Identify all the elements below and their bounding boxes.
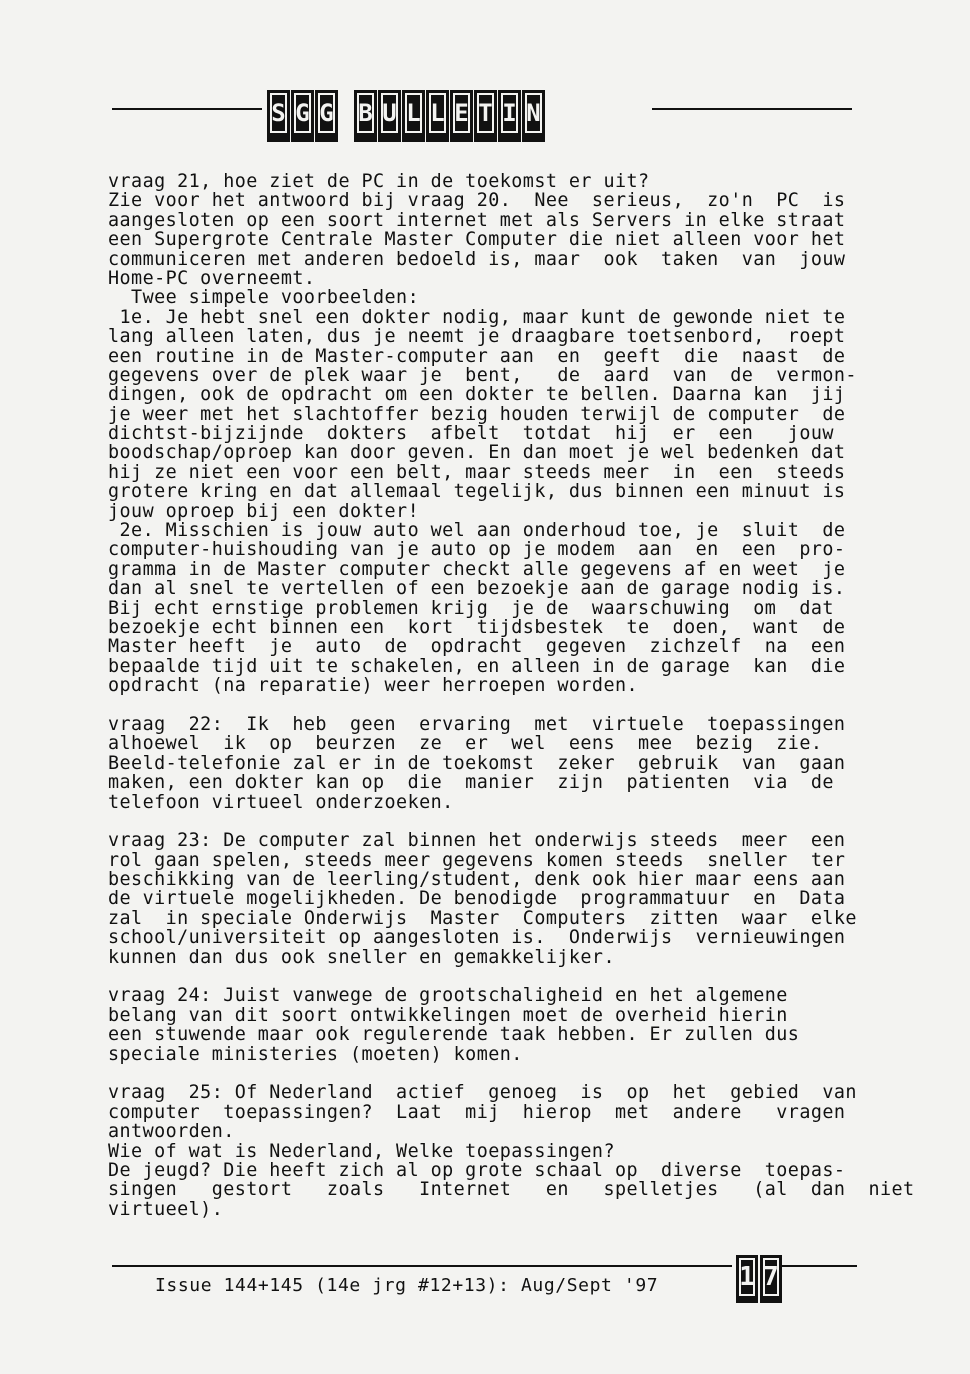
text-line: maken, een dokter kan op die manier zijn patienten via de (108, 772, 834, 794)
text-line: rol gaan spelen, steeds meer gegevens komen steeds sneller ter (108, 849, 846, 871)
text-line: telefoon virtueel onderzoeken. (108, 791, 454, 813)
masthead-letter: L (402, 90, 425, 142)
paragraph-gap (108, 1064, 856, 1083)
article-body (108, 171, 915, 1220)
text-line: Zie voor het antwoord bij vraag 20. Nee serieus, zo'n PC is (108, 190, 846, 212)
masthead-letter: G (291, 90, 314, 142)
text-line: De jeugd? Die heeft zich al op grote schaal op diverse toepas- (108, 1159, 846, 1181)
text-line: Twee simpele voorbeelden: (108, 287, 420, 309)
text-line: gramma in de Master computer checkt alle gegevens af en weet je (108, 558, 846, 580)
text-line: computer toepassingen? Laat mij hierop met andere vragen (108, 1101, 846, 1123)
masthead-letter: I (498, 90, 521, 142)
text-line: virtueel). (108, 1198, 224, 1220)
masthead-word-bulletin (354, 90, 545, 142)
text-line: lang alleen laten, dus je neemt je draagbare toetsenbord, roept (108, 326, 846, 348)
paragraph-gap (108, 967, 856, 986)
page-number-digit: 1 (736, 1255, 758, 1303)
text-line: speciale ministeries (moeten) komen. (108, 1043, 523, 1065)
paragraph-gap (108, 812, 856, 831)
header-rule-left (112, 108, 262, 110)
text-line: Bij echt ernstige problemen krijg je de waarschuwing om dat (108, 597, 834, 619)
text-line: de virtuele mogelijkheden. De benodigde programmatuur en Data (108, 888, 846, 910)
text-line: dingen, ook de opdracht om een dokter te bellen. Daarna kan jij (108, 384, 846, 406)
paragraph-gap (108, 696, 856, 715)
text-line: aangesloten op een soort internet met als Servers in elke straat (108, 209, 846, 231)
issue-info: Issue 144+145 (14e jrg #12+13): Aug/Sept '97 (155, 1275, 659, 1296)
text-line: dan al snel te vertellen of een bezoekje aan de garage nodig is. (108, 578, 846, 600)
masthead-letter: T (474, 90, 497, 142)
page-number (736, 1255, 782, 1303)
text-line: computer-huishouding van je auto op je modem aan en een pro- (108, 539, 846, 561)
text-line: singen gestort zoals Internet en spelletjes (al dan niet (108, 1179, 915, 1201)
text-line: antwoorden. (108, 1121, 235, 1143)
text-line: kunnen dan dus ook sneller en gemakkelijker. (108, 946, 615, 968)
text-line: boodschap/oproep kan door geven. En dan moet je wel bedenken dat (108, 442, 846, 464)
text-line: Beeld-telefonie zal er in de toekomst zeker gebruik van gaan (108, 752, 846, 774)
text-line: grotere kring en dat allemaal tegelijk, dus binnen een minuut is (108, 481, 846, 503)
text-line: een routine in de Master-computer aan en geeft die naast de (108, 345, 846, 367)
text-line: 1e. Je hebt snel een dokter nodig, maar kunt de gewonde niet te (108, 306, 846, 328)
text-line: bezoekje echt binnen een kort tijdsbestek te doen, want de (108, 616, 846, 638)
text-line: een Supergrote Centrale Master Computer die niet alleen voor het (108, 229, 846, 251)
bulletin-header (112, 90, 852, 160)
text-line: Home-PC overneemt. (108, 267, 316, 289)
text-line: zal in speciale Onderwijs Master Computers zitten waar elke (108, 907, 857, 929)
masthead-letter: U (378, 90, 401, 142)
masthead-letter: B (354, 90, 377, 142)
text-line: gegevens over de plek waar je bent, de aard van de vermon- (108, 364, 857, 386)
text-line: 2e. Misschien is jouw auto wel aan onderhoud toe, je sluit de (108, 520, 846, 542)
masthead-letter: G (315, 90, 338, 142)
masthead-letter: N (522, 90, 545, 142)
text-line: beschikking van de leerling/student, denk ook hier maar eens aan (108, 869, 846, 891)
masthead-letter: E (450, 90, 473, 142)
text-line: een stuwende maar ook regulerende taak hebben. Er zullen dus (108, 1024, 800, 1046)
text-line: jouw oproep bij een dokter! (108, 500, 420, 522)
text-line: vraag 24: Juist vanwege de grootschaligheid en het algemene (108, 985, 788, 1007)
masthead-letter: L (426, 90, 449, 142)
text-line: belang van dit soort ontwikkelingen moet de overheid hierin (108, 1004, 788, 1026)
masthead-letter: S (267, 90, 290, 142)
masthead-word-sgg (267, 90, 338, 142)
text-line: alhoewel ik op beurzen ze er wel eens mee bezig zie. (108, 733, 823, 755)
footer-rule (112, 1265, 732, 1267)
masthead-logo (267, 90, 545, 142)
text-line: dichtst-bijzijnde dokters afbelt totdat hij er een jouw (108, 423, 834, 445)
text-line: je weer met het slachtoffer bezig houden terwijl de computer de (108, 403, 846, 425)
text-line: communiceren met anderen bedoeld is, maar ook taken van jouw (108, 248, 846, 270)
text-line: vraag 22: Ik heb geen ervaring met virtuele toepassingen (108, 713, 846, 735)
text-line: Wie of wat is Nederland, Welke toepassingen? (108, 1140, 615, 1162)
text-line: opdracht (na reparatie) weer herroepen worden. (108, 675, 639, 697)
text-line: hij ze niet een voor een belt, maar steeds meer in een steeds (108, 461, 846, 483)
page-number-digit: 7 (760, 1255, 782, 1303)
text-line: bepaalde tijd uit te schakelen, en alleen in de garage kan die (108, 655, 846, 677)
text-line: vraag 23: De computer zal binnen het onderwijs steeds meer een (108, 830, 846, 852)
bulletin-footer (112, 1255, 857, 1315)
header-rule-right (652, 108, 852, 110)
text-line: school/universiteit op aangesloten is. Onderwijs vernieuwingen (108, 927, 846, 949)
text-line: vraag 21, hoe ziet de PC in de toekomst er uit? (108, 171, 650, 192)
text-line: Master heeft je auto de opdracht gegeven zichzelf na een (108, 636, 846, 658)
text-line: vraag 25: Of Nederland actief genoeg is op het gebied van (108, 1082, 857, 1104)
